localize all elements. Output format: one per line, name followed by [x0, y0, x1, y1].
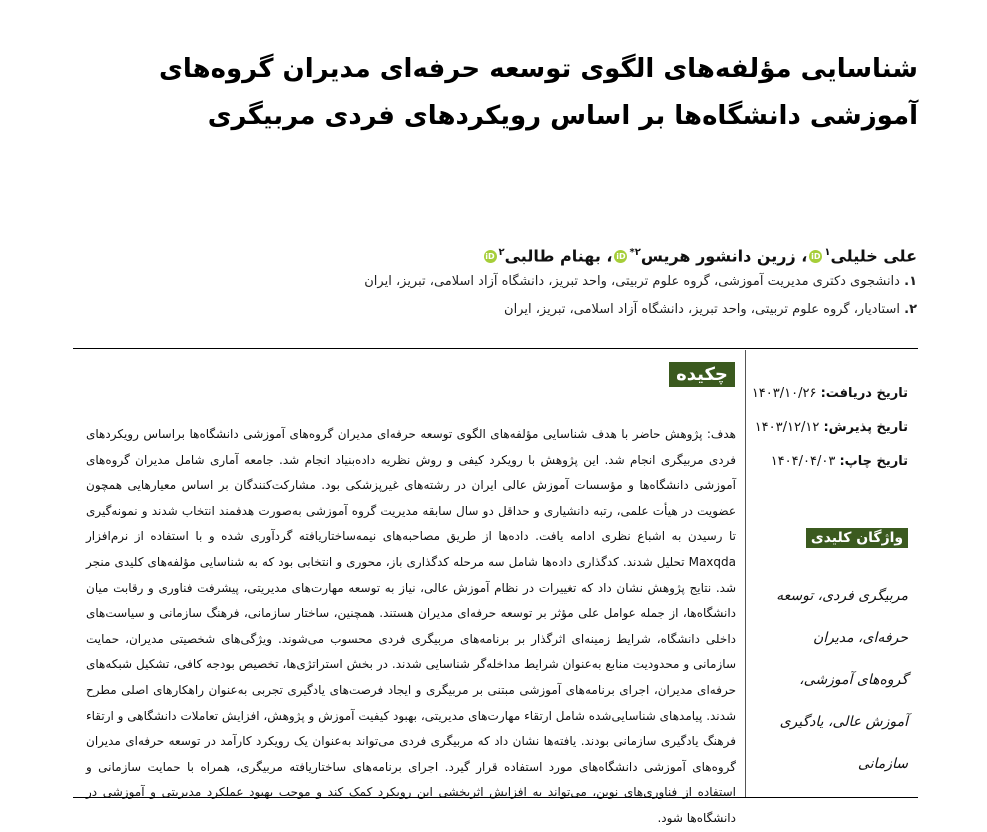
abstract-body: هدف: پژوهش حاضر با هدف شناسایی مؤلفه‌های الگوی توسعه حرفه‌ای مدیران گروه‌های آموزشی دانشگاه‌ها براساس رویکردهای فردی مربیگری انجام شد. این پژوهش با رویکرد کیفی و روش نظریه داده‌بنیاد انجام شد. جامعه آماری شامل مدیران گروه‌های آموزشی دانشگاه‌ها و مؤسسات آموزش عالی ایران در رشته‌های غیرپزشکی بود. مشارکت‌کنندگان بر اساس معیارهایی همچون عضویت در هیأت علمی، رتبه دانشیاری و حداقل دو سال سابقه مدیریت گروه آموزشی به‌صورت هدفمند انتخاب شدند و نمونه‌گیری تا رسیدن به اشباع نظری ادامه یافت. داده‌ها از طریق مصاحبه‌های نیمه‌ساختاریافته گردآوری شده و با استفاده از نرم‌افزار Maxqda تحلیل شدند. کدگذاری داده‌ها شامل سه مرحله کدگذاری باز، محوری و انتخابی بود که به شناسایی مؤلفه‌های کلیدی منجر شد. نتایج پژوهش نشان داد که تغییرات در نظام آموزش عالی، نیاز به توسعه مهارت‌های مدیریتی، پیشرفت فناوری و رقابت میان دانشگاه‌ها، از جمله عوامل علی مؤثر بر توسعه حرفه‌ای مدیران هستند. همچنین، ساختار سازمانی، فرهنگ سازمانی و سیاست‌های داخلی دانشگاه، شرایط زمینه‌ای اثرگذار بر برنامه‌های مربیگری فردی محسوب می‌شوند. ویژگی‌های شخصیتی مدیران، حمایت سازمانی و محدودیت منابع به‌عنوان شرایط مداخله‌گر شناسایی شدند. در بخش استراتژی‌ها، تخصیص بودجه کافی، تشکیل شبکه‌های حرفه‌ای مدیران، اجرای برنامه‌های آموزشی مبتنی بر مربیگری و ایجاد فرصت‌های یادگیری تجربی به‌عنوان راهکارهای اصلی مطرح شدند. پیامدهای شناسایی‌شده شامل ارتقاء مهارت‌های مدیریتی، بهبود کیفیت آموزش و پژوهش، افزایش تعاملات دانشگاهی و ارتقاء فرهنگ یادگیری سازمانی بودند. یافته‌ها نشان داد که مربیگری فردی می‌تواند به‌عنوان یک رویکرد کارآمد در توسعه حرفه‌ای مدیران گروه‌های آموزشی دانشگاه‌های مورد استفاده قرار گیرد. اجرای برنامه‌های ساختاریافته مربیگری، همراه با حمایت سازمانی و استفاده از فناوری‌های نوین، می‌تواند به افزایش اثربخشی این رویکرد کمک کند و موجب بهبود عملکرد مدیریتی و آموزشی در دانشگاه‌ها شود. — [86, 427, 736, 825]
affiliation-number: ۱. — [904, 274, 917, 289]
author-name[interactable]: زرین دانشور هریس — [640, 246, 796, 266]
orcid-icon[interactable]: iD — [616, 252, 626, 262]
received-date-label: تاریخ دریافت: — [820, 386, 908, 401]
received-date-value: ۱۴۰۳/۱۰/۲۶ — [751, 386, 817, 401]
published-date-value: ۱۴۰۴/۰۴/۰۳ — [770, 454, 836, 469]
published-date — [738, 453, 908, 471]
accepted-date-value: ۱۴۰۳/۱۲/۱۲ — [754, 420, 820, 435]
author-name[interactable]: بهنام طالبی — [504, 246, 601, 266]
affiliation-text: دانشجوی دکتری مدیریت آموزشی، گروه علوم تربیتی، واحد تبریز، دانشگاه آزاد اسلامی، تبریز، ایران — [364, 274, 900, 289]
abstract-heading: چکیده — [669, 362, 735, 387]
orcid-icon[interactable]: iD — [811, 252, 821, 262]
affiliation-1 — [69, 272, 917, 292]
accepted-date — [738, 419, 908, 437]
accepted-date-label: تاریخ پذیرش: — [823, 420, 908, 435]
keywords-heading: واژگان کلیدی — [806, 528, 908, 548]
bottom-divider — [73, 797, 918, 798]
author-affiliation-mark: ۲* — [629, 247, 641, 258]
published-date-label: تاریخ چاپ: — [839, 454, 908, 469]
author-affiliation-mark: ۲ — [498, 247, 505, 258]
top-divider — [73, 348, 918, 349]
author-name[interactable]: علی خلیلی — [830, 246, 917, 266]
article-dates — [738, 385, 908, 487]
paper-title: شناسایی مؤلفه‌های الگوی توسعه حرفه‌ای مدیران گروه‌های آموزشی دانشگاه‌ها بر اساس رویکردهای فردی مربیگری — [159, 54, 918, 131]
affiliation-text: استادیار، گروه علوم تربیتی، واحد تبریز، دانشگاه آزاد اسلامی، تبریز، ایران — [504, 302, 900, 317]
affiliation-2 — [69, 300, 917, 320]
orcid-icon[interactable]: iD — [485, 252, 495, 262]
author-list: علی خلیلی$^۱$iD، زرین دانشور هریس$^{۲*}$iD، بهنام طالبی$^۲$iD — [485, 246, 917, 266]
affiliation-number: ۲. — [904, 302, 917, 317]
received-date — [738, 385, 908, 403]
author-affiliation-mark: ۱ — [824, 247, 831, 258]
keywords-list: مربیگری فردی، توسعه حرفه‌ای، مدیران گروه‌های آموزشی، آموزش عالی، یادگیری سازمانی — [776, 588, 908, 772]
